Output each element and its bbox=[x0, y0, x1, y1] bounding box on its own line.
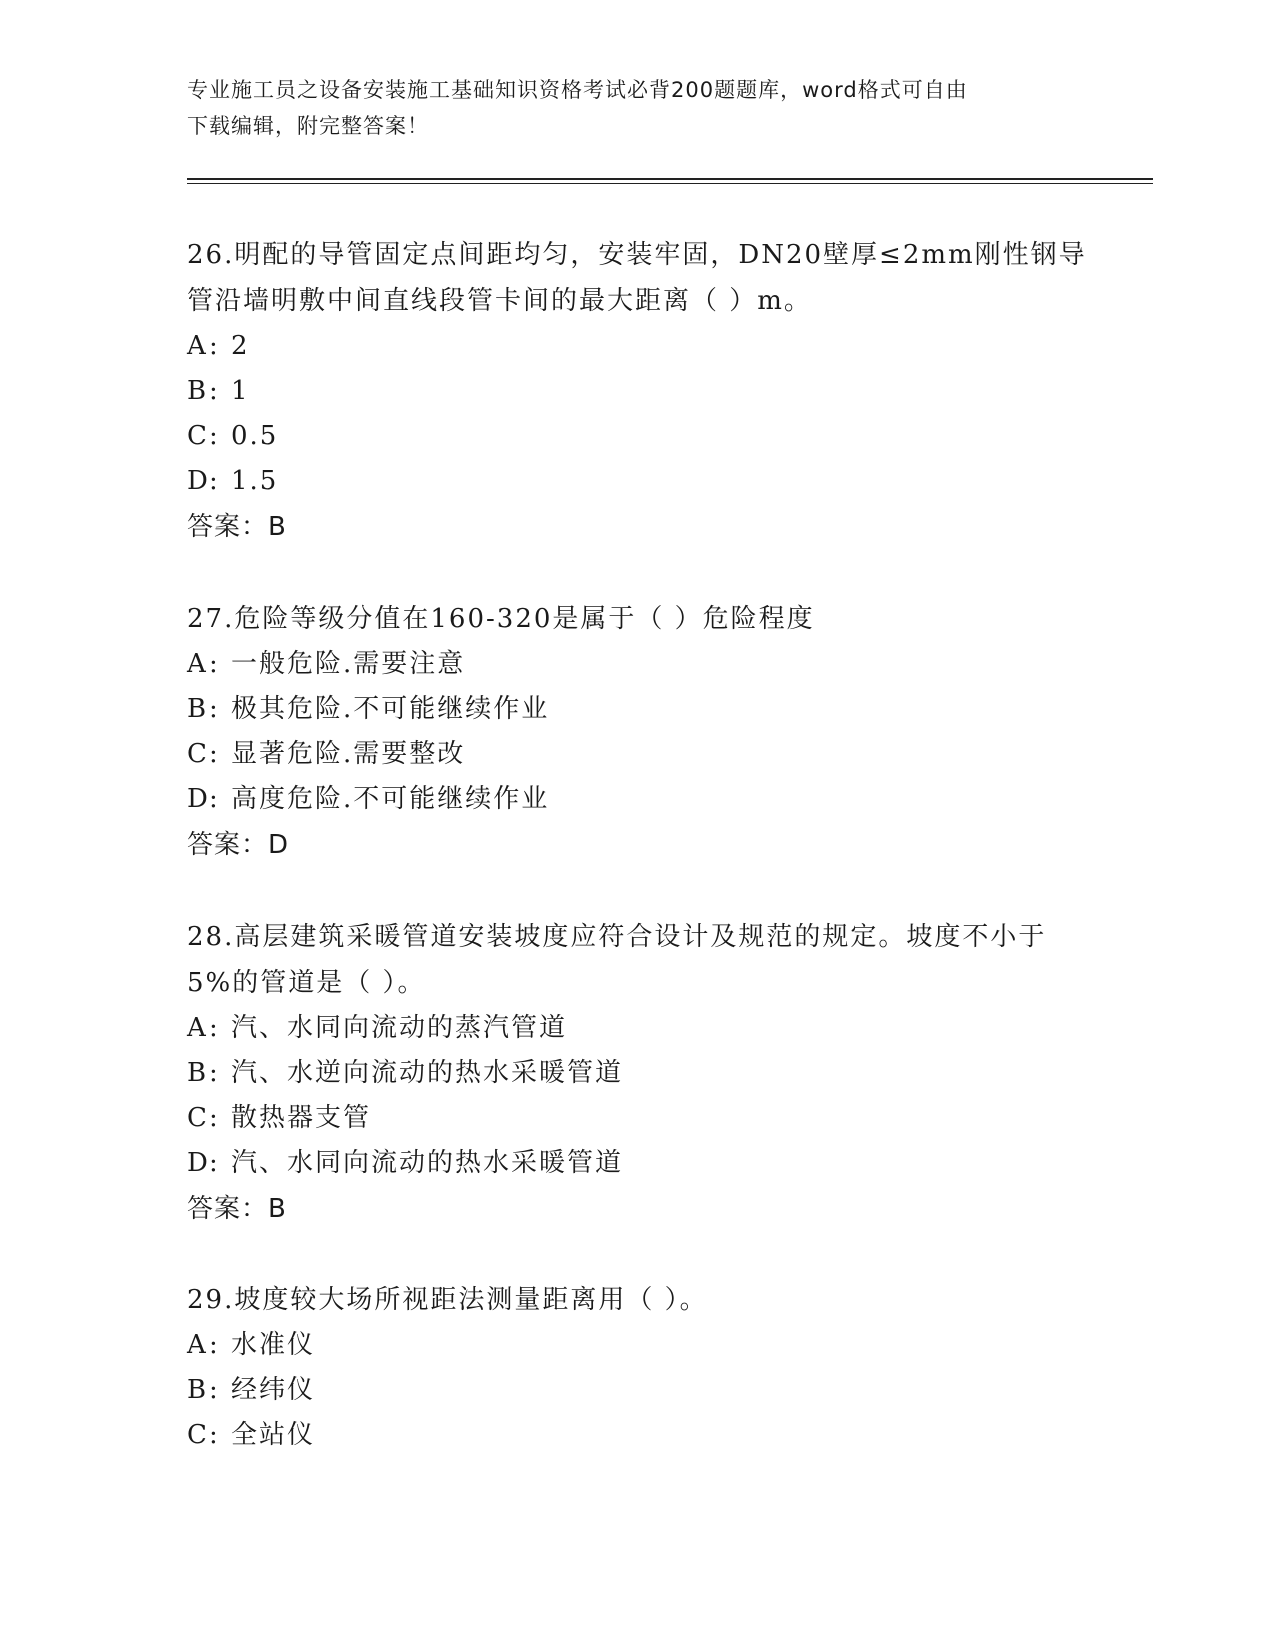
option-text: 汽、水同向流动的蒸汽管道 bbox=[231, 1013, 568, 1043]
header-divider-thick bbox=[187, 178, 1153, 180]
option-letter: A bbox=[187, 1330, 208, 1360]
option-c: C: 0.5 bbox=[187, 414, 1087, 459]
option-text: 一般危险.需要注意 bbox=[231, 649, 466, 679]
question-28 bbox=[187, 914, 1087, 1232]
question-29 bbox=[187, 1277, 1087, 1458]
option-letter: D bbox=[187, 1148, 210, 1178]
option-text: 2 bbox=[231, 331, 250, 361]
header-divider-thin bbox=[187, 183, 1153, 184]
answer-label: 答案： bbox=[187, 1194, 269, 1224]
option-b: B: 极其危险.不可能继续作业 bbox=[187, 687, 1087, 732]
question-number: 28. bbox=[187, 922, 235, 952]
question-number: 29. bbox=[187, 1285, 235, 1315]
option-d: D: 汽、水同向流动的热水采暖管道 bbox=[187, 1141, 1087, 1186]
option-b: B: 经纬仪 bbox=[187, 1368, 1087, 1413]
option-letter: C bbox=[187, 1420, 209, 1450]
answer-line bbox=[187, 504, 1087, 550]
answer-label: 答案： bbox=[187, 830, 269, 860]
question-text-line-1 bbox=[187, 1277, 1087, 1323]
option-d: D: 高度危险.不可能继续作业 bbox=[187, 777, 1087, 822]
option-letter: D bbox=[187, 466, 210, 496]
option-text: 汽、水同向流动的热水采暖管道 bbox=[231, 1148, 624, 1178]
question-27 bbox=[187, 596, 1087, 868]
answer-line bbox=[187, 822, 1087, 868]
question-26 bbox=[187, 232, 1087, 550]
option-a: A: 汽、水同向流动的蒸汽管道 bbox=[187, 1006, 1087, 1051]
option-letter: A bbox=[187, 1013, 208, 1043]
answer-value: D bbox=[268, 830, 290, 860]
option-text: 显著危险.需要整改 bbox=[231, 739, 466, 769]
option-text: 水准仪 bbox=[231, 1330, 316, 1360]
answer-value: B bbox=[268, 1194, 287, 1224]
option-c: C: 全站仪 bbox=[187, 1413, 1087, 1458]
option-letter: A bbox=[187, 649, 208, 679]
option-d: D: 1.5 bbox=[187, 459, 1087, 504]
option-a: A: 一般危险.需要注意 bbox=[187, 642, 1087, 687]
option-text: 全站仪 bbox=[231, 1420, 316, 1450]
option-text: 1.5 bbox=[231, 466, 279, 496]
question-stem: 危险等级分值在160-320是属于（ ）危险程度 bbox=[234, 604, 815, 634]
option-a: A: 2 bbox=[187, 324, 1087, 369]
option-b: B: 汽、水逆向流动的热水采暖管道 bbox=[187, 1051, 1087, 1096]
question-text-line-2: 管沿墙明敷中间直线段管卡间的最大距离（ ）m。 bbox=[187, 286, 812, 316]
option-c: C: 显著危险.需要整改 bbox=[187, 732, 1087, 777]
header-title-line-2: 下载编辑，附完整答案！ bbox=[187, 114, 429, 138]
option-text: 散热器支管 bbox=[231, 1103, 372, 1133]
question-text-line-1 bbox=[187, 232, 1087, 278]
option-text: 汽、水逆向流动的热水采暖管道 bbox=[231, 1058, 624, 1088]
option-letter: C bbox=[187, 739, 209, 769]
option-text: 1 bbox=[231, 376, 250, 406]
option-letter: B bbox=[187, 1375, 209, 1405]
question-number: 26. bbox=[187, 240, 235, 270]
question-number: 27. bbox=[187, 604, 235, 634]
header-title-line-1: 专业施工员之设备安装施工基础知识资格考试必背200题题库，word格式可自由 bbox=[187, 78, 968, 102]
option-text: 高度危险.不可能继续作业 bbox=[231, 784, 550, 814]
option-text: 极其危险.不可能继续作业 bbox=[231, 694, 550, 724]
option-letter: B bbox=[187, 1058, 209, 1088]
option-letter: A bbox=[187, 331, 208, 361]
question-stem: 高层建筑采暖管道安装坡度应符合设计及规范的规定。坡度不小于 bbox=[234, 922, 1047, 952]
option-text: 经纬仪 bbox=[231, 1375, 316, 1405]
option-letter: C bbox=[187, 421, 209, 451]
answer-value: B bbox=[268, 512, 287, 542]
option-b: B: 1 bbox=[187, 369, 1087, 414]
question-stem: 坡度较大场所视距法测量距离用（ ）。 bbox=[234, 1285, 708, 1315]
document-header bbox=[187, 72, 1087, 144]
answer-label: 答案： bbox=[187, 512, 269, 542]
question-text-line-1 bbox=[187, 596, 1087, 642]
answer-line bbox=[187, 1186, 1087, 1232]
option-letter: D bbox=[187, 784, 210, 814]
option-text: 0.5 bbox=[231, 421, 279, 451]
option-letter: B bbox=[187, 376, 209, 406]
question-stem: 明配的导管固定点间距均匀，安装牢固，DN20壁厚≤2mm刚性钢导 bbox=[234, 240, 1087, 270]
option-letter: B bbox=[187, 694, 209, 724]
option-letter: C bbox=[187, 1103, 209, 1133]
question-text-line-2: 5%的管道是（ ）。 bbox=[187, 968, 426, 998]
option-a: A: 水准仪 bbox=[187, 1323, 1087, 1368]
option-c: C: 散热器支管 bbox=[187, 1096, 1087, 1141]
question-text-line-1 bbox=[187, 914, 1087, 960]
